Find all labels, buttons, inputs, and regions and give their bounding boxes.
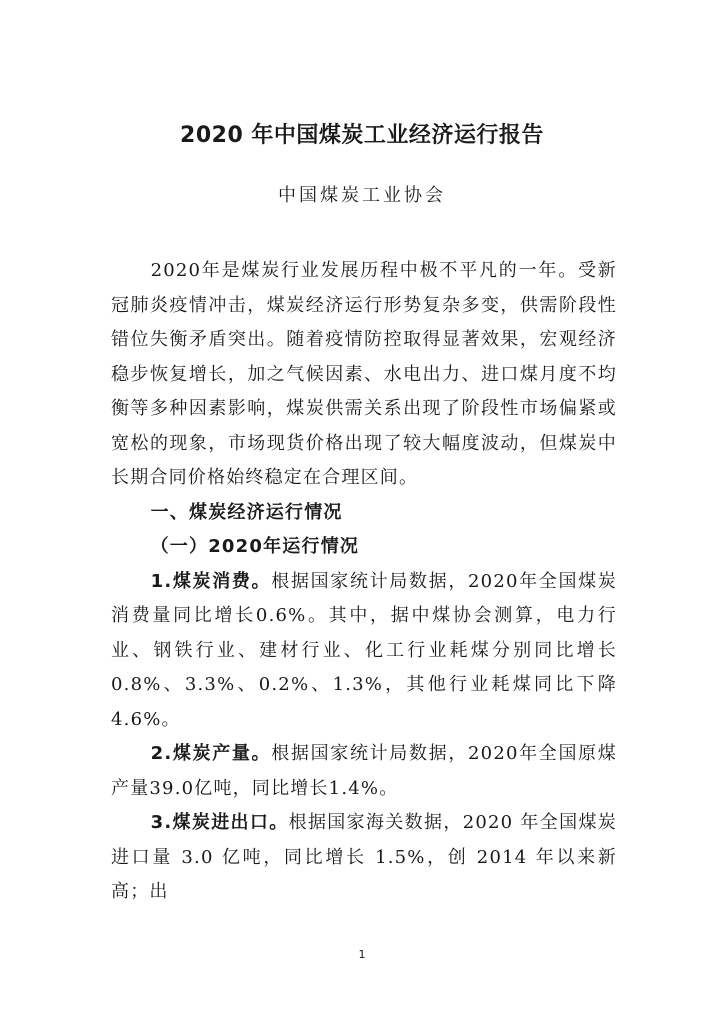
item-paragraph-output xyxy=(111,737,617,806)
item-lead: 2.煤炭产量。 xyxy=(150,743,272,764)
item-paragraph-trade xyxy=(111,806,617,910)
intro-paragraph: 2020年是煤炭行业发展历程中极不平凡的一年。受新冠肺炎疫情冲击，煤炭经济运行形势复杂多变，供需阶段性错位失衡矛盾突出。随着疫情防控取得显著效果，宏观经济稳步恢复增长，加之气候因素、水电出力、进口煤月度不均衡等多种因素影响，煤炭供需关系出现了阶段性市场偏紧或宽松的现象，市场现货价格出现了较大幅度波动，但煤炭中长期合同价格始终稳定在合理区间。 xyxy=(111,260,617,488)
page-number: 1 xyxy=(358,948,366,961)
item-text: 根据国家统计局数据，2020年全国原煤产量39.0亿吨，同比增长1.4%。 xyxy=(111,743,618,799)
item-paragraph-consumption xyxy=(111,565,617,738)
item-lead: 3.煤炭进出口。 xyxy=(150,812,289,833)
document-body xyxy=(111,254,617,910)
document-author: 中国煤炭工业协会 xyxy=(278,185,446,206)
item-text: 根据国家统计局数据，2020年全国煤炭消费量同比增长0.6%。其中，据中煤协会测算，电力行业、钢铁行业、建材行业、化工行业耗煤分别同比增长0.8%、3.3%、0.2%、1.3%，其他行业耗煤同比下降4.6%。 xyxy=(111,570,618,730)
section-heading: 一、煤炭经济运行情况 xyxy=(150,501,343,523)
item-lead: 1.煤炭消费。 xyxy=(150,570,272,592)
document-title: 2020 年中国煤炭工业经济运行报告 xyxy=(180,123,544,148)
subsection-heading: （一）2020年运行情况 xyxy=(150,536,360,557)
item-text: 根据国家海关数据，2020 年全国煤炭进口量 3.0 亿吨，同比增长 1.5%，创 2014 年以来新高；出 xyxy=(111,812,617,902)
